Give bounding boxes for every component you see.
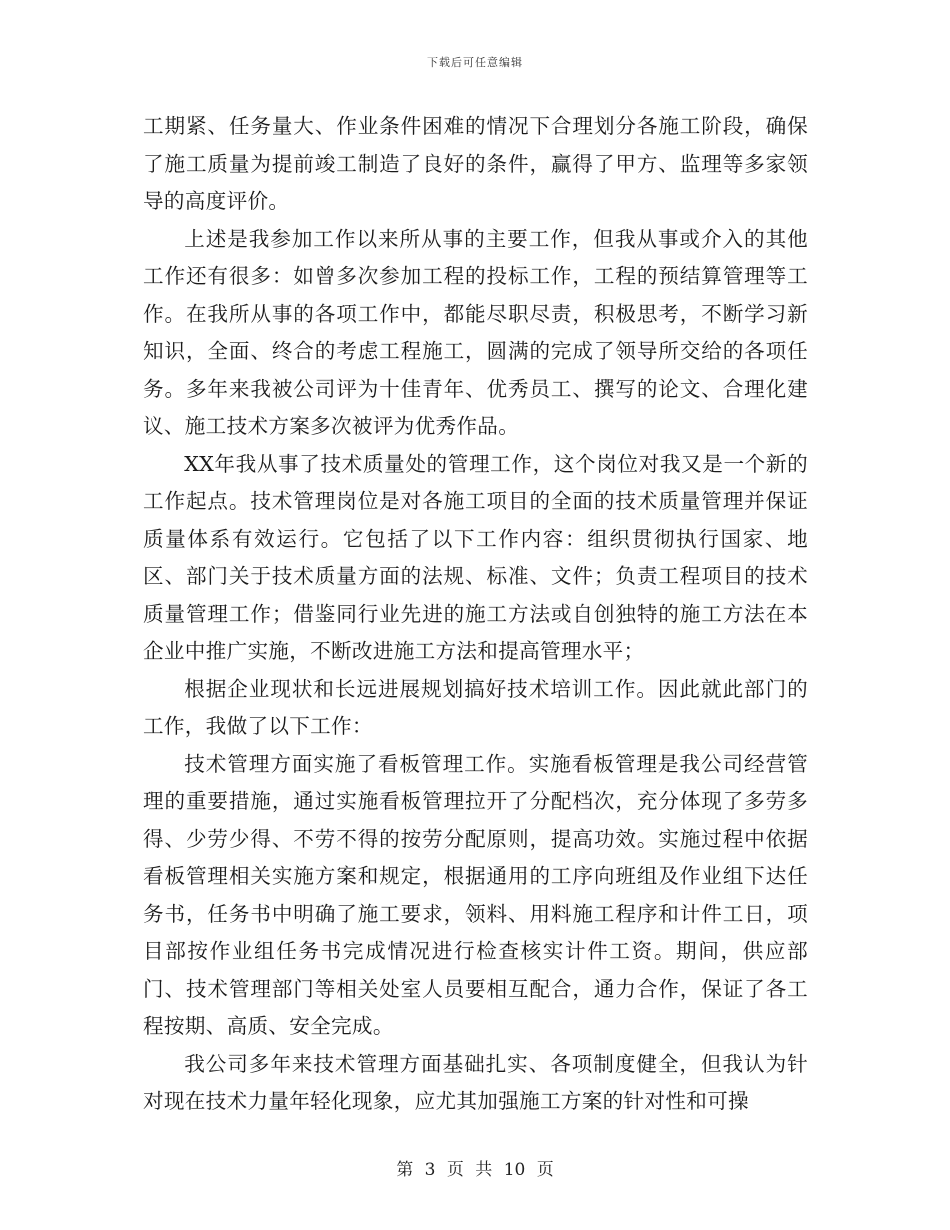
paragraph-6: 我公司多年来技术管理方面基础扎实、各项制度健全，但我认为针对现在技术力量年轻化现象，应尤其加强施工方案的针对性和可操 (143, 1051, 808, 1113)
paragraph-1: 工期紧、任务量大、作业条件困难的情况下合理划分各施工阶段，确保了施工质量为提前竣工制造了良好的条件，赢得了甲方、监理等多家领导的高度评价。 (143, 114, 808, 213)
page-number: 第 3 页 共 10 页 (396, 1160, 554, 1180)
page-header-note: 下载后可任意编辑 (427, 56, 523, 69)
document-body (143, 108, 808, 1121)
paragraph-4: 根据企业现状和长远进展规划搞好技术培训工作。因此就此部门的工作，我做了以下工作： (143, 676, 808, 738)
paragraph-5: 技术管理方面实施了看板管理工作。实施看板管理是我公司经营管理的重要措施，通过实施看板管理拉开了分配档次，充分体现了多劳多得、少劳少得、不劳不得的按劳分配原则，提高功效。实施过程中依据看板管理相关实施方案和规定，根据通用的工序向班组及作业组下达任务书，任务书中明确了施工要求，领料、用料施工程序和计件工日，项目部按作业组任务书完成情况进行检查核实计件工资。期间，供应部门、技术管理部门等相关处室人员要相互配合，通力合作，保证了各工程按期、高质、安全完成。 (143, 751, 808, 1038)
paragraph-2: 上述是我参加工作以来所从事的主要工作，但我从事或介入的其他工作还有很多：如曾多次参加工程的投标工作，工程的预结算管理等工作。在我所从事的各项工作中，都能尽职尽责，积极思考，不断学习新知识，全面、终合的考虑工程施工，圆满的完成了领导所交给的各项任务。多年来我被公司评为十佳青年、优秀员工、撰写的论文、合理化建议、施工技术方案多次被评为优秀作品。 (143, 226, 808, 438)
paragraph-3: XX年我从事了技术质量处的管理工作，这个岗位对我又是一个新的工作起点。技术管理岗位是对各施工项目的全面的技术质量管理并保证质量体系有效运行。它包括了以下工作内容：组织贯彻执行国家、地区、部门关于技术质量方面的法规、标准、文件；负责工程项目的技术质量管理工作；借鉴同行业先进的施工方法或自创独特的施工方法在本企业中推广实施，不断改进施工方法和提高管理水平； (143, 451, 808, 663)
